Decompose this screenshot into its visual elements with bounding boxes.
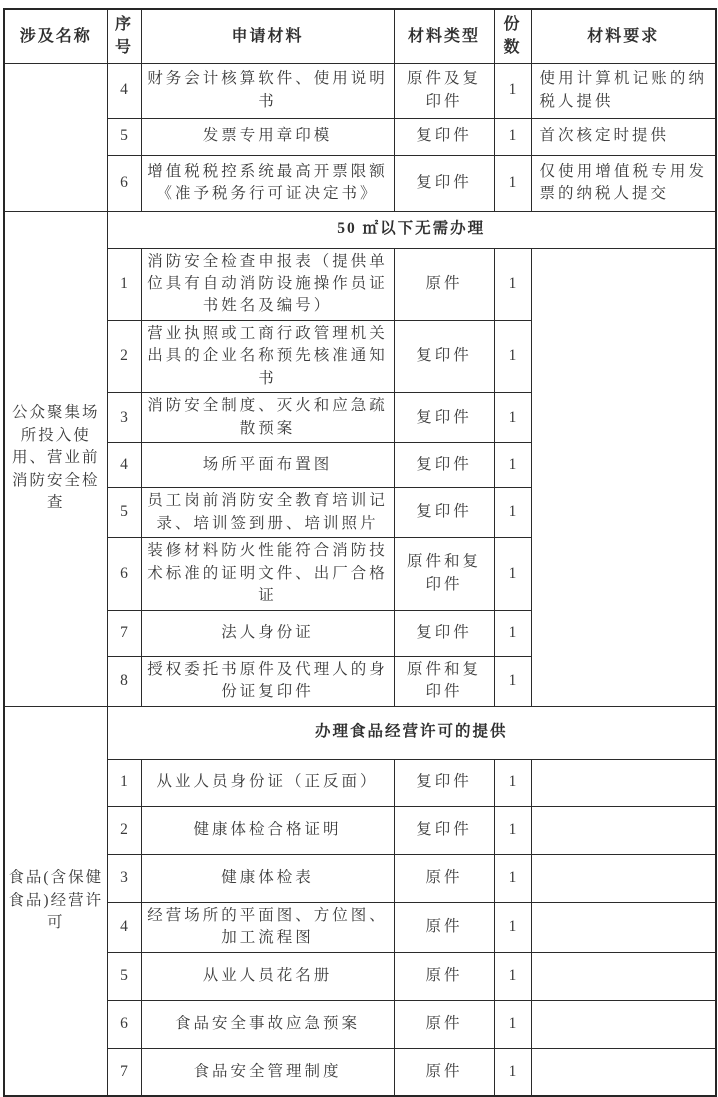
material-cell: 装修材料防火性能符合消防技术标准的证明文件、出厂合格证 (141, 538, 394, 610)
type-cell: 复印件 (394, 443, 494, 488)
copies-cell: 1 (494, 656, 531, 706)
type-cell: 复印件 (394, 759, 494, 806)
copies-cell: 1 (494, 320, 531, 392)
copies-cell: 1 (494, 902, 531, 952)
requirement-cell (531, 1000, 716, 1048)
copies-cell: 1 (494, 854, 531, 902)
table-row (4, 1000, 716, 1048)
header-involved-name: 涉及名称 (4, 9, 107, 63)
type-cell: 复印件 (394, 806, 494, 854)
header-copies: 份数 (494, 9, 531, 63)
copies-cell: 1 (494, 952, 531, 1000)
type-cell: 原件和复印件 (394, 538, 494, 610)
row-number-cell: 4 (107, 443, 141, 488)
row-number-cell: 8 (107, 656, 141, 706)
row-number-cell: 2 (107, 320, 141, 392)
type-cell: 复印件 (394, 393, 494, 443)
type-cell: 原件及复印件 (394, 63, 494, 118)
requirement-cell (531, 854, 716, 902)
type-cell: 原件 (394, 248, 494, 320)
section-note-row (4, 211, 716, 248)
type-cell: 原件 (394, 1048, 494, 1096)
requirement-cell: 仅使用增值税专用发票的纳税人提交 (531, 155, 716, 211)
row-number-cell: 1 (107, 759, 141, 806)
row-number-cell: 5 (107, 118, 141, 155)
material-cell: 授权委托书原件及代理人的身份证复印件 (141, 656, 394, 706)
table-row (4, 806, 716, 854)
requirement-cell (531, 806, 716, 854)
row-number-cell: 6 (107, 1000, 141, 1048)
table-row (4, 902, 716, 952)
row-number-cell: 7 (107, 610, 141, 656)
requirement-cell (531, 952, 716, 1000)
material-cell: 场所平面布置图 (141, 443, 394, 488)
copies-cell: 1 (494, 118, 531, 155)
type-cell: 原件 (394, 902, 494, 952)
section-label-cell: 食品(含保健食品)经营许可 (4, 706, 107, 1096)
requirement-merged-cell (531, 248, 716, 706)
copies-cell: 1 (494, 393, 531, 443)
application-materials-table (3, 8, 717, 1097)
type-cell: 原件 (394, 952, 494, 1000)
row-number-cell: 5 (107, 952, 141, 1000)
copies-cell: 1 (494, 155, 531, 211)
copies-cell: 1 (494, 443, 531, 488)
material-cell: 消防安全检查申报表（提供单位具有自动消防设施操作员证书姓名及编号） (141, 248, 394, 320)
row-number-cell: 5 (107, 488, 141, 538)
section-label-cell: 公众聚集场所投入使用、营业前消防安全检查 (4, 211, 107, 706)
table-row (4, 1048, 716, 1096)
requirement-cell (531, 902, 716, 952)
row-number-cell: 6 (107, 155, 141, 211)
table-row (4, 63, 716, 118)
row-number-cell: 7 (107, 1048, 141, 1096)
requirement-cell: 首次核定时提供 (531, 118, 716, 155)
type-cell: 原件和复印件 (394, 656, 494, 706)
row-number-cell: 6 (107, 538, 141, 610)
row-number-cell: 1 (107, 248, 141, 320)
material-cell: 经营场所的平面图、方位图、加工流程图 (141, 902, 394, 952)
type-cell: 复印件 (394, 118, 494, 155)
table-row (4, 759, 716, 806)
copies-cell: 1 (494, 610, 531, 656)
requirement-cell (531, 1048, 716, 1096)
section-note-row (4, 706, 716, 759)
material-cell: 食品安全事故应急预案 (141, 1000, 394, 1048)
type-cell: 原件 (394, 854, 494, 902)
row-number-cell: 2 (107, 806, 141, 854)
row-number-cell: 3 (107, 854, 141, 902)
requirement-cell: 使用计算机记账的纳税人提供 (531, 63, 716, 118)
section-note-cell: 办理食品经营许可的提供 (107, 706, 716, 759)
table-row (4, 854, 716, 902)
material-cell: 法人身份证 (141, 610, 394, 656)
material-cell: 财务会计核算软件、使用说明书 (141, 63, 394, 118)
copies-cell: 1 (494, 1048, 531, 1096)
header-application-material: 申请材料 (141, 9, 394, 63)
copies-cell: 1 (494, 1000, 531, 1048)
material-cell: 从业人员花名册 (141, 952, 394, 1000)
material-cell: 消防安全制度、灭火和应急疏散预案 (141, 393, 394, 443)
table-row (4, 118, 716, 155)
copies-cell: 1 (494, 759, 531, 806)
material-cell: 发票专用章印模 (141, 118, 394, 155)
copies-cell: 1 (494, 488, 531, 538)
material-cell: 健康体检合格证明 (141, 806, 394, 854)
type-cell: 复印件 (394, 320, 494, 392)
copies-cell: 1 (494, 806, 531, 854)
header-serial-no: 序号 (107, 9, 141, 63)
type-cell: 复印件 (394, 155, 494, 211)
table-header-row (4, 9, 716, 63)
table-row (4, 155, 716, 211)
copies-cell: 1 (494, 538, 531, 610)
header-material-requirement: 材料要求 (531, 9, 716, 63)
copies-cell: 1 (494, 63, 531, 118)
section-label-cell (4, 63, 107, 211)
copies-cell: 1 (494, 248, 531, 320)
row-number-cell: 4 (107, 63, 141, 118)
type-cell: 复印件 (394, 488, 494, 538)
section-note-cell: 50 ㎡以下无需办理 (107, 211, 716, 248)
table-row (4, 248, 716, 320)
material-cell: 从业人员身份证（正反面） (141, 759, 394, 806)
row-number-cell: 4 (107, 902, 141, 952)
material-cell: 增值税税控系统最高开票限额《准予税务行可证决定书》 (141, 155, 394, 211)
row-number-cell: 3 (107, 393, 141, 443)
requirement-cell (531, 759, 716, 806)
material-cell: 食品安全管理制度 (141, 1048, 394, 1096)
header-material-type: 材料类型 (394, 9, 494, 63)
table-row (4, 952, 716, 1000)
type-cell: 原件 (394, 1000, 494, 1048)
material-cell: 营业执照或工商行政管理机关出具的企业名称预先核准通知书 (141, 320, 394, 392)
material-cell: 健康体检表 (141, 854, 394, 902)
material-cell: 员工岗前消防安全教育培训记录、培训签到册、培训照片 (141, 488, 394, 538)
type-cell: 复印件 (394, 610, 494, 656)
